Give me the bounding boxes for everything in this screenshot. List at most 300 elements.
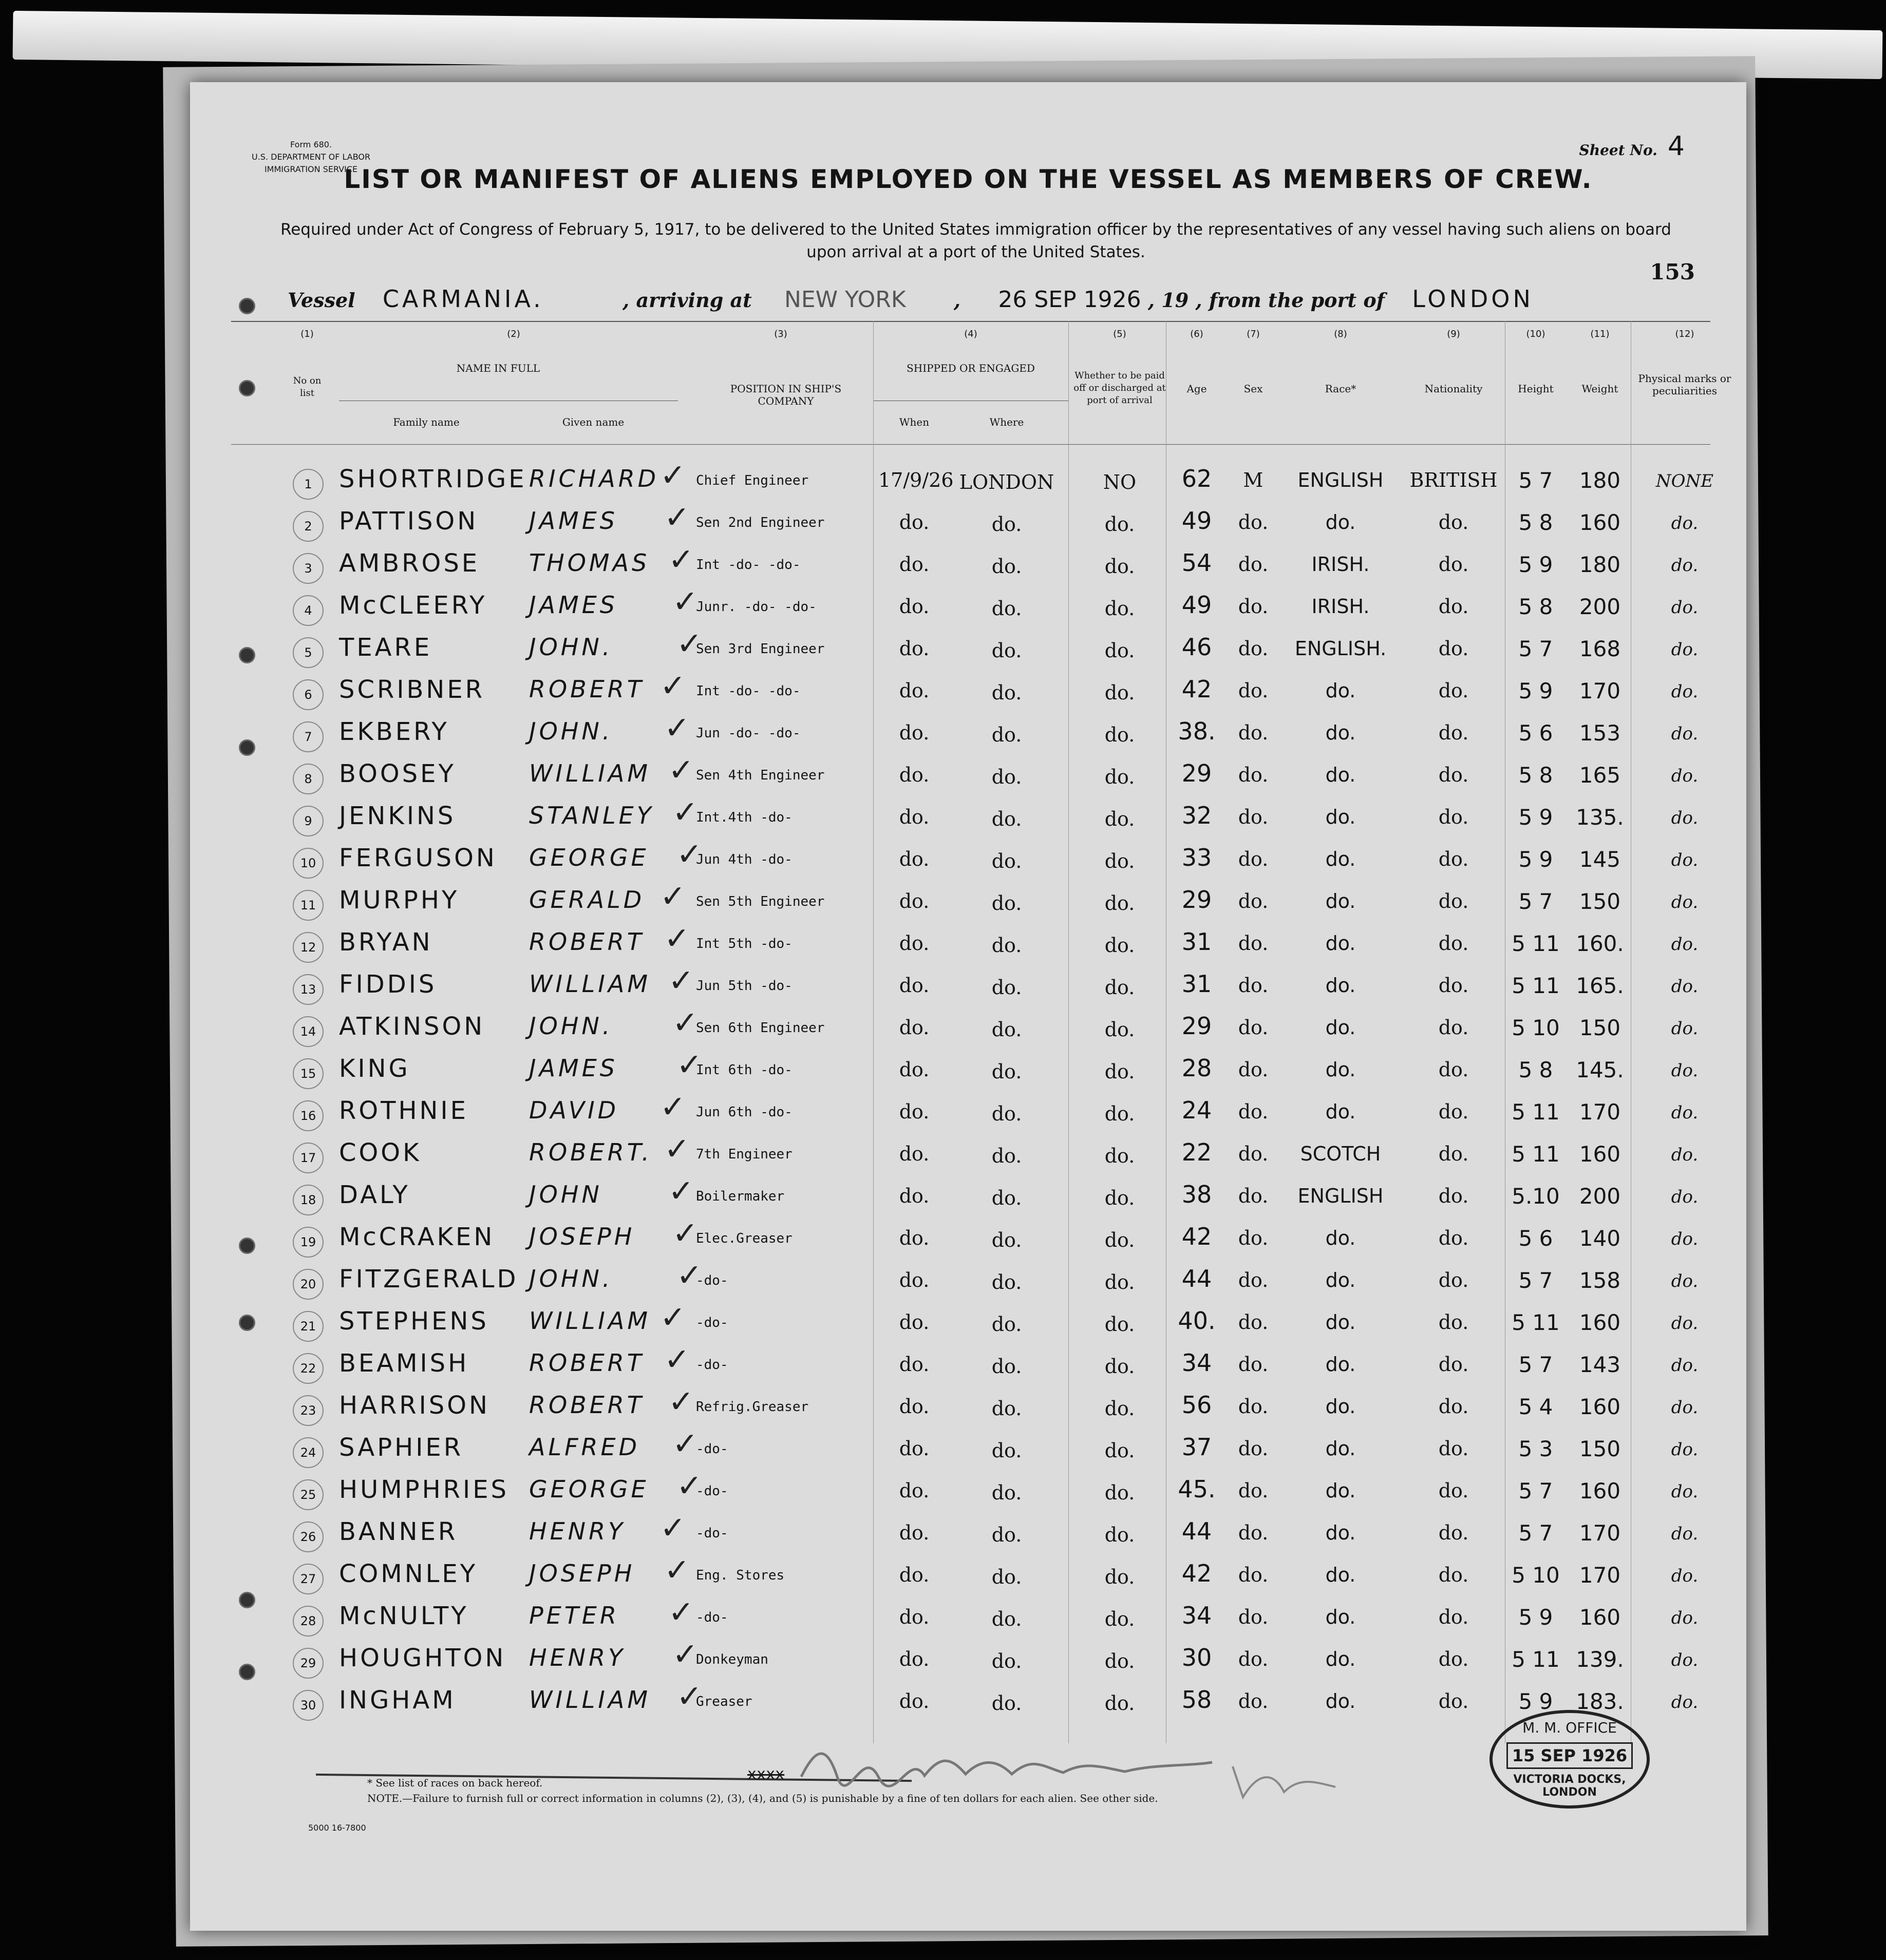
height: 5 11 [1512,931,1560,956]
header-sex: Sex [1243,383,1263,395]
race: do. [1325,974,1356,997]
physical-marks: do. [1671,681,1699,702]
row-number: 1 [293,469,324,500]
shipped-where: LONDON [959,471,1054,493]
shipped-where: do. [991,1481,1022,1504]
weight: 165. [1576,973,1624,998]
given-name: JOHN. [529,1012,613,1040]
nationality: do. [1438,764,1469,786]
family-name: KING [339,1054,410,1083]
height: 5 4 [1518,1394,1553,1419]
sex: do. [1238,595,1269,618]
shipped-where: do. [991,850,1022,872]
given-name: GEORGE [529,844,649,871]
weight: 165 [1579,763,1621,788]
table-row [190,584,1746,633]
shipped-when: do. [899,1353,930,1376]
shipped-when: do. [899,1479,930,1502]
sex: do. [1238,1690,1269,1712]
weight: 145 [1579,847,1621,872]
height: 5 7 [1518,1268,1553,1293]
shipped-when: do. [899,1016,930,1039]
position: Chief Engineer [696,473,809,488]
age: 38 [1181,1181,1212,1208]
weight: 160 [1579,1394,1621,1419]
row-number: 29 [293,1648,324,1679]
row-number: 8 [293,764,324,794]
paid-off: do. [1104,555,1135,578]
binder-hole [239,380,255,396]
family-name: BRYAN [339,928,433,957]
nationality: do. [1438,1521,1469,1544]
height: 5 6 [1518,1226,1553,1251]
table-row [190,1173,1746,1223]
binder-hole [239,298,255,314]
row-number: 19 [293,1227,324,1258]
weight: 170 [1579,678,1621,703]
nationality: do. [1438,1269,1469,1291]
paid-off: do. [1104,1355,1135,1378]
checkmark-icon: ✓ [664,710,690,746]
physical-marks: do. [1671,555,1699,576]
col-number-10: (10) [1526,329,1545,339]
shipped-when: do. [899,806,930,828]
physical-marks: do. [1671,976,1699,997]
row-number: 15 [293,1058,324,1089]
given-name: ALFRED [529,1433,640,1461]
weight: 160. [1576,931,1624,956]
age: 29 [1181,886,1212,914]
weight: 170 [1579,1520,1621,1546]
checkmark-icon: ✓ [660,458,686,493]
position: -do- [696,1483,728,1499]
age: 32 [1181,802,1212,829]
weight: 160 [1579,510,1621,535]
sex: do. [1238,1479,1269,1502]
paid-off: do. [1104,1608,1135,1630]
position: 7th Engineer [696,1147,793,1162]
checkmark-icon: ✓ [660,879,686,915]
given-name: WILLIAM [529,1307,651,1335]
physical-marks: do. [1671,850,1699,870]
header-given-name: Given name [562,416,625,428]
paid-off: do. [1104,1439,1135,1462]
age: 22 [1181,1138,1212,1166]
table-row [190,836,1746,886]
age: 49 [1181,591,1212,619]
position: -do- [696,1273,728,1288]
position: Jun 5th -do- [696,978,793,994]
sex: M [1243,469,1263,491]
shipped-where: do. [991,1650,1022,1672]
given-name: ROBERT [529,928,645,956]
age: 31 [1181,970,1212,998]
position: Boilermaker [696,1189,785,1204]
checkmark-icon: ✓ [672,1636,699,1672]
given-name: STANLEY [529,802,654,829]
weight: 158 [1579,1268,1621,1293]
position: Int -do- -do- [696,683,801,699]
weight: 160 [1579,1478,1621,1504]
shipped-when: do. [899,1311,930,1334]
physical-marks: do. [1671,1355,1699,1376]
row-number: 30 [293,1690,324,1721]
checkmark-icon: ✓ [668,542,694,578]
given-name: GERALD [529,886,645,914]
header-shipped: SHIPPED OR ENGAGED [907,362,1035,374]
col-number-12: (12) [1675,329,1694,339]
checkmark-icon: ✓ [676,836,703,872]
given-name: WILLIAM [529,759,651,787]
sex: do. [1238,1269,1269,1291]
given-name: JAMES [529,507,618,535]
race: do. [1325,806,1356,828]
family-name: EKBERY [339,717,449,746]
paid-off: do. [1104,1313,1135,1336]
physical-marks: do. [1671,1018,1699,1039]
position: Donkeyman [696,1652,768,1667]
race: do. [1325,1437,1356,1460]
given-name: THOMAS [529,549,650,577]
physical-marks: do. [1671,808,1699,828]
nationality: do. [1438,806,1469,828]
family-name: AMBROSE [339,549,480,578]
shipped-when: do. [899,1269,930,1291]
race: do. [1325,1479,1356,1502]
sex: do. [1238,511,1269,534]
family-name: DALY [339,1181,410,1209]
shipped-where: do. [991,1439,1022,1462]
binder-hole [239,1592,255,1608]
sex: do. [1238,1227,1269,1249]
page-title: LIST OR MANIFEST OF ALIENS EMPLOYED ON THE VESSEL AS MEMBERS OF CREW. [344,164,1593,194]
family-name: HOUGHTON [339,1644,506,1672]
checkmark-icon: ✓ [660,1300,686,1336]
header-name-in-full: NAME IN FULL [456,362,540,374]
binder-hole [239,1664,255,1680]
height: 5 7 [1518,1478,1553,1504]
height: 5 7 [1518,468,1553,493]
sex: do. [1238,1058,1269,1081]
table-row [190,1594,1746,1644]
race: IRISH. [1311,553,1370,576]
binder-hole [239,647,255,663]
physical-marks: do. [1671,1145,1699,1165]
shipped-when: do. [899,890,930,912]
race: do. [1325,1353,1356,1376]
shipped-when: do. [899,553,930,576]
sheet-number [1579,131,1685,162]
paid-off: do. [1104,1102,1135,1125]
header-physical: Physical marks or peculiarities [1638,372,1731,397]
physical-marks: do. [1671,1187,1699,1207]
age: 42 [1181,1559,1212,1587]
seal-date: 15 SEP 1926 [1506,1742,1633,1769]
given-name: JOHN. [529,633,613,661]
family-name: FIDDIS [339,970,437,999]
vessel-line: Vessel CARMANIA. , arriving at NEW YORK , 26 SEP 1926 , 19 , from the port of LONDON [288,285,1534,313]
table-row [190,1636,1746,1686]
shipped-where: do. [991,766,1022,788]
height: 5 8 [1518,1057,1553,1082]
row-number: 25 [293,1479,324,1510]
age: 33 [1181,844,1212,871]
race: do. [1325,1564,1356,1586]
shipped-where: do. [991,1355,1022,1378]
table-row [190,668,1746,717]
header-age: Age [1186,383,1207,395]
department-name: U.S. DEPARTMENT OF LABOR [252,152,371,162]
age: 28 [1181,1054,1212,1082]
table-row [190,1005,1746,1054]
given-name: ROBERT [529,1391,645,1419]
race: do. [1325,1058,1356,1081]
family-name: PATTISON [339,507,479,536]
arrival-date: 26 SEP 1926 [998,287,1141,313]
row-number: 28 [293,1606,324,1636]
family-name: SCRIBNER [339,675,485,704]
checkmark-icon: ✓ [676,1468,703,1504]
nationality: do. [1438,1437,1469,1460]
header-height: Height [1518,383,1554,395]
table-row [190,794,1746,844]
row-number: 11 [293,890,324,921]
checkmark-icon: ✓ [672,1215,699,1251]
from-label: , from the port of [1195,289,1385,312]
col-number-8: (8) [1334,329,1347,339]
family-name: FERGUSON [339,844,497,872]
paid-off: do. [1104,1566,1135,1588]
nationality: do. [1438,511,1469,534]
sex: do. [1238,974,1269,997]
physical-marks: do. [1671,597,1699,618]
height: 5 9 [1518,1605,1553,1630]
family-name: BANNER [339,1517,458,1546]
checkmark-icon: ✓ [664,921,690,957]
row-number: 12 [293,932,324,963]
height: 5 9 [1518,1689,1553,1714]
nationality: do. [1438,1143,1469,1165]
shipped-where: do. [991,1145,1022,1167]
checkmark-icon: ✓ [660,1089,686,1125]
sex: do. [1238,1143,1269,1165]
row-number: 22 [293,1353,324,1384]
race: do. [1325,1648,1356,1670]
row-number: 24 [293,1437,324,1468]
physical-marks: do. [1671,1060,1699,1081]
row-number: 14 [293,1016,324,1047]
physical-marks: do. [1671,1481,1699,1502]
header-rule-top [231,321,1710,322]
given-name: JOHN. [529,1265,613,1292]
height: 5 8 [1518,510,1553,535]
family-name: SAPHIER [339,1433,464,1462]
physical-marks: NONE [1655,471,1714,491]
races-footnote: * See list of races on back hereof. [367,1777,543,1789]
physical-marks: do. [1671,1692,1699,1712]
checkmark-icon: ✓ [676,1047,703,1083]
col-number-2: (2) [507,329,520,339]
position: Sen 4th Engineer [696,768,825,783]
binder-hole [239,1315,255,1331]
shipped-when: do. [899,1690,930,1712]
height: 5 6 [1518,720,1553,746]
physical-marks: do. [1671,766,1699,786]
row-number: 4 [293,595,324,626]
age: 45. [1178,1475,1216,1503]
height: 5 9 [1518,805,1553,830]
row-number: 20 [293,1269,324,1300]
weight: 170 [1579,1099,1621,1125]
family-name: BEAMISH [339,1349,469,1378]
age: 34 [1181,1602,1212,1629]
given-name: HENRY [529,1644,626,1671]
nationality: do. [1438,1353,1469,1376]
age: 42 [1181,1223,1212,1250]
nationality: do. [1438,1648,1469,1670]
race: do. [1325,1690,1356,1712]
paid-off: do. [1104,934,1135,957]
mm-office-seal [1489,1710,1650,1809]
weight: 150 [1579,889,1621,914]
header-where: Where [989,416,1024,428]
paid-off: do. [1104,1018,1135,1041]
given-name: WILLIAM [529,1686,651,1714]
table-row [190,879,1746,928]
table-row [190,1047,1746,1096]
nationality: do. [1438,1058,1469,1081]
col-number-4: (4) [964,329,977,339]
header-no-on-list: No on list [293,375,322,398]
shipped-where: do. [991,1060,1022,1083]
paid-off: do. [1104,1229,1135,1251]
given-name: PETER [529,1602,619,1629]
physical-marks: do. [1671,1313,1699,1334]
col-number-3: (3) [774,329,787,339]
height: 5 9 [1518,678,1553,703]
shipped-when: do. [899,974,930,997]
shipped-when: 17/9/26 [878,469,954,491]
sex: do. [1238,553,1269,576]
table-row [190,542,1746,591]
race: do. [1325,1269,1356,1291]
binder-hole [239,739,255,756]
sex: do. [1238,1521,1269,1544]
weight: 153 [1579,720,1621,746]
nationality: do. [1438,1185,1469,1207]
physical-marks: do. [1671,1650,1699,1670]
checkmark-icon: ✓ [672,584,699,620]
given-name: DAVID [529,1096,619,1124]
checkmark-icon: ✓ [664,1552,690,1588]
height: 5 11 [1512,1647,1560,1672]
sex: do. [1238,721,1269,744]
weight: 143 [1579,1352,1621,1377]
given-name: JOHN [529,1181,602,1208]
height: 5 11 [1512,973,1560,998]
physical-marks: do. [1671,1608,1699,1628]
header-weight: Weight [1581,383,1618,395]
paid-off: do. [1104,850,1135,872]
nationality: do. [1438,890,1469,912]
physical-marks: do. [1671,1102,1699,1123]
age: 29 [1181,1012,1212,1040]
requirement-text: Required under Act of Congress of February 5, 1917, to be delivered to the United States immigration officer by the representatives of any vessel having such aliens on board upon arrival at a port of the United States. [280,220,1671,261]
seal-office: M. M. OFFICE [1522,1719,1617,1736]
age: 37 [1181,1433,1212,1461]
checkmark-icon: ✓ [672,1005,699,1041]
nationality: do. [1438,974,1469,997]
position: Sen 5th Engineer [696,894,825,909]
table-row [190,710,1746,759]
given-name: JOHN. [529,717,613,745]
shipped-when: do. [899,764,930,786]
col-number-1: (1) [300,329,314,339]
physical-marks: do. [1671,513,1699,534]
row-number: 27 [293,1564,324,1594]
given-name: ROBERT [529,1349,645,1377]
height: 5 8 [1518,594,1553,619]
physical-marks: do. [1671,1439,1699,1460]
shipped-when: do. [899,1058,930,1081]
row-number: 26 [293,1521,324,1552]
height: 5 9 [1518,847,1553,872]
age: 24 [1181,1096,1212,1124]
sex: do. [1238,1606,1269,1628]
shipped-when: do. [899,511,930,534]
vessel-label: Vessel [288,289,355,312]
race: do. [1325,721,1356,744]
shipped-where: do. [991,1271,1022,1293]
age: 31 [1181,928,1212,956]
table-row [190,1510,1746,1559]
family-name: TEARE [339,633,432,662]
binder-hole [239,1238,255,1254]
paid-off: do. [1104,1524,1135,1546]
form-number: Form 680. [290,140,332,149]
table-row [190,626,1746,675]
nationality: do. [1438,1690,1469,1712]
height: 5 7 [1518,1520,1553,1546]
col-number-7: (7) [1247,329,1260,339]
age: 42 [1181,675,1212,703]
shipped-when: do. [899,1185,930,1207]
family-name: SHORTRIDGE [339,465,527,493]
race: do. [1325,679,1356,702]
paid-off: do. [1104,1481,1135,1504]
nationality: do. [1438,848,1469,870]
row-number: 7 [293,721,324,752]
row-number: 2 [293,511,324,542]
weight: 183. [1576,1689,1624,1714]
age: 46 [1181,633,1212,661]
weight: 200 [1579,1184,1621,1209]
position: Jun -do- -do- [696,726,801,741]
shipped-where: do. [991,976,1022,999]
weight: 180 [1579,468,1621,493]
height: 5 10 [1512,1563,1560,1588]
given-name: JOSEPH [529,1559,635,1587]
weight: 145. [1576,1057,1624,1082]
given-name: ROBERT. [529,1138,653,1166]
manifest-page [190,82,1746,1931]
table-row [190,752,1746,802]
arriving-label: , arriving at [623,289,752,312]
checkmark-icon: ✓ [664,1342,690,1378]
height: 5 11 [1512,1141,1560,1167]
position: -do- [696,1315,728,1330]
paid-off: do. [1104,597,1135,620]
